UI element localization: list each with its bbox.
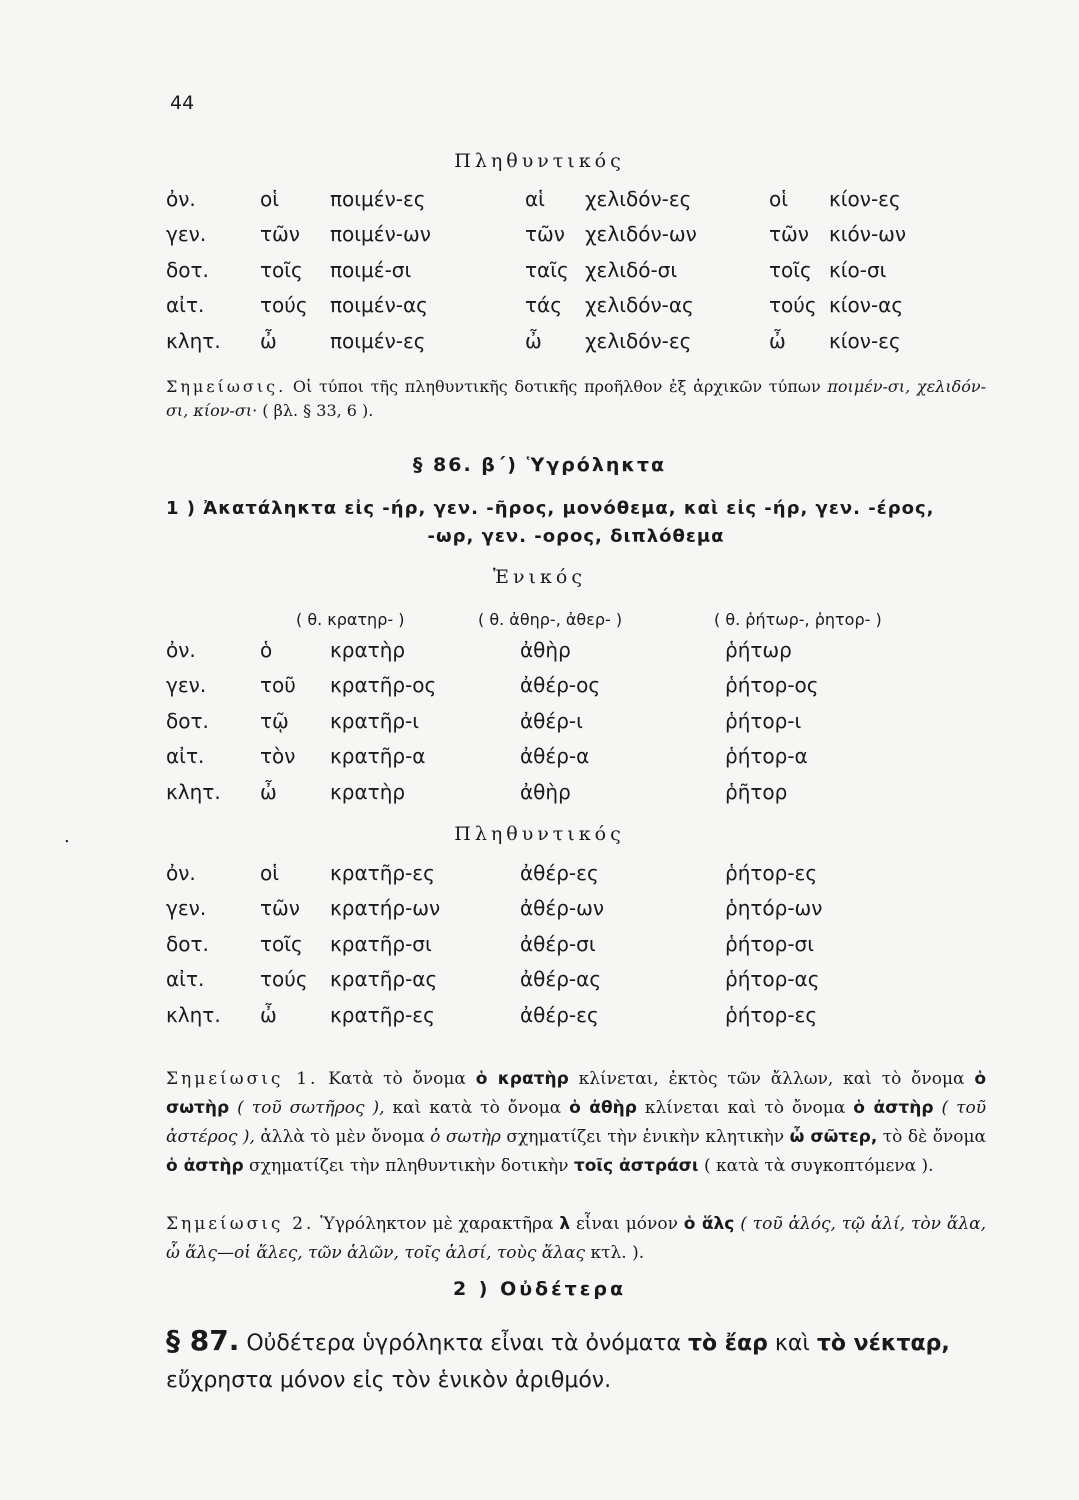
table-row <box>166 632 925 668</box>
table-cell: κρατῆρ-ος <box>330 673 437 698</box>
case-label: δοτ. <box>166 257 209 282</box>
declension-table-singular-2 <box>166 632 925 810</box>
table-cell: ῥητόρ-ων <box>725 896 823 921</box>
table-cell: τῶν <box>260 222 300 247</box>
table-cell: ὦ <box>769 328 786 353</box>
table-row <box>166 855 925 891</box>
table-row <box>166 891 925 927</box>
note-1-italic: ποιμέν-σι, χελιδόν-σι, κίον-σι· <box>166 377 987 420</box>
table-cell: οἱ <box>260 186 280 211</box>
table-cell: τοῖς <box>769 257 812 282</box>
table-cell: κρατὴρ <box>330 637 406 662</box>
table-cell: χελιδό-σι <box>585 257 678 282</box>
table-cell: κίον-ες <box>829 186 901 211</box>
table-cell: ποιμέ-σι <box>330 257 412 282</box>
table-cell: ἀθὴρ <box>520 779 571 804</box>
table-cell: ἀθέρ-α <box>520 744 590 769</box>
note-2-bold: ὦ σῶτερ, <box>789 1127 878 1147</box>
table-cell: κρατὴρ <box>330 779 406 804</box>
case-label: αἰτ. <box>166 744 205 769</box>
case-label: γεν. <box>166 222 207 247</box>
table-cell: τοῖς <box>260 257 303 282</box>
table-cell: ῥήτορ-σι <box>725 931 815 956</box>
table-cell: οἱ <box>769 186 789 211</box>
note-2-bold: ὁ ἀστὴρ <box>166 1156 244 1176</box>
table-cell: ῥήτορ-ι <box>725 708 802 733</box>
table-cell: κίο-σι <box>829 257 887 282</box>
table-cell: ὦ <box>525 328 542 353</box>
stem-3: ( θ. ῥήτωρ-, ῥητορ- ) <box>714 610 882 629</box>
note-2-italic: ( τοῦ σωτῆρος ), <box>237 1098 385 1118</box>
table-row <box>166 217 949 253</box>
note-3 <box>166 1210 986 1268</box>
table-cell: κρατῆρ-σι <box>330 931 432 956</box>
note-1-label: Σημείωσις. <box>166 377 287 396</box>
table-cell: τῶν <box>769 222 809 247</box>
note-3-text: Ὑγρόληκτον μὲ χαρακτῆρα <box>320 1214 554 1234</box>
subheading-1-line-2: -ωρ, γεν. -ορος, διπλόθεμα <box>427 526 725 547</box>
note-3-label: Σημείωσις 2. <box>166 1214 315 1234</box>
table-cell: κίον-ες <box>829 328 901 353</box>
table-cell: ἀθέρ-ας <box>520 967 602 992</box>
table-cell: ἀθέρ-ες <box>520 1002 599 1027</box>
note-3-text: εἶναι μόνον <box>575 1214 678 1234</box>
stem-2: ( θ. ἀθηρ-, ἀθερ- ) <box>478 610 623 629</box>
case-label: ὀν. <box>166 637 196 662</box>
case-label: ὀν. <box>166 186 196 211</box>
table-cell: ῥήτορ-ες <box>725 1002 818 1027</box>
table-cell: τῶν <box>260 896 300 921</box>
note-3-bold: ὁ ἅλς <box>683 1214 735 1234</box>
table-cell: ἀθὴρ <box>520 637 571 662</box>
table-cell: ἀθέρ-ων <box>520 896 605 921</box>
note-2-label: Σημείωσις 1. <box>166 1069 319 1089</box>
stem-1: ( θ. κρατηρ- ) <box>296 610 405 629</box>
table-row <box>166 288 949 324</box>
case-label: ὀν. <box>166 860 196 885</box>
table-cell: ποιμέν-ες <box>330 186 426 211</box>
table-cell: τάς <box>525 293 562 318</box>
table-row <box>166 323 949 359</box>
table-cell: ταῖς <box>525 257 569 282</box>
table-row <box>166 252 949 288</box>
note-2-text: καὶ κατὰ τὸ ὄνομα <box>392 1098 562 1118</box>
table-cell: ὁ <box>260 637 273 662</box>
table-cell: ποιμέν-ες <box>330 328 426 353</box>
table-cell: ἀθέρ-ι <box>520 708 583 733</box>
table-cell: ὦ <box>260 1002 277 1027</box>
note-3-text: κτλ. ). <box>590 1243 645 1263</box>
case-label: αἰτ. <box>166 967 205 992</box>
note-1 <box>166 375 986 423</box>
table-cell: κρατήρ-ων <box>330 896 441 921</box>
table-cell: ῥήτορ-α <box>725 744 808 769</box>
table-cell: ῥήτορ-ες <box>725 860 818 885</box>
note-3-bold: λ <box>559 1214 571 1234</box>
declension-table-plural-2 <box>166 855 925 1033</box>
table-row <box>166 668 925 704</box>
section-87-text: εὔχρηστα μόνον εἰς τὸν ἑνικὸν ἀριθμόν. <box>166 1368 612 1393</box>
section-87 <box>166 1322 986 1399</box>
plural-heading-2: Πληθυντικός <box>454 823 625 845</box>
table-cell: τῷ <box>260 708 289 733</box>
case-label: δοτ. <box>166 931 209 956</box>
table-cell: ὦ <box>260 779 277 804</box>
case-label: αἰτ. <box>166 293 205 318</box>
table-cell: χελιδόν-ων <box>585 222 697 247</box>
subheading-1-line-1: 1 ) Ἀκατάληκτα εἰς -ήρ, γεν. -ῆρος, μονόθεμα, καὶ εἰς -ήρ, γεν. -έρος, <box>166 498 935 519</box>
table-cell: χελιδόν-ες <box>585 328 692 353</box>
table-cell: κρατῆρ-ι <box>330 708 420 733</box>
table-cell: κιόν-ων <box>829 222 907 247</box>
table-row <box>166 774 925 810</box>
section-87-bold: τὸ ἔαρ <box>687 1331 768 1356</box>
note-2-text: κλίνεται, ἐκτὸς τῶν ἄλλων, καὶ τὸ ὄνομα <box>578 1069 965 1089</box>
table-cell: ἀθέρ-σι <box>520 931 596 956</box>
singular-heading: Ἑνικός <box>493 566 586 588</box>
table-cell: τοῦ <box>260 673 296 698</box>
table-cell: ὦ <box>260 328 277 353</box>
section-87-bold: τὸ νέκταρ, <box>816 1331 950 1356</box>
table-cell: τὸν <box>260 744 296 769</box>
table-cell: τῶν <box>525 222 565 247</box>
note-2-text: ἀλλὰ τὸ μὲν ὄνομα <box>260 1127 425 1147</box>
table-cell: χελιδόν-ας <box>585 293 694 318</box>
table-cell: τοῖς <box>260 931 303 956</box>
note-2-italic: ( τοῦ ἀστέρος ), <box>166 1098 987 1147</box>
note-2-text: σχηματίζει τὴν ἑνικὴν κλητικὴν <box>506 1127 785 1147</box>
table-cell: τούς <box>260 293 308 318</box>
declension-table-plural-1 <box>166 181 949 359</box>
table-cell: κρατῆρ-ες <box>330 1002 435 1027</box>
note-2-bold: τοῖς ἀστράσι <box>573 1156 699 1176</box>
table-cell: κρατῆρ-ες <box>330 860 435 885</box>
table-cell: αἱ <box>525 186 545 211</box>
table-cell: ἀθέρ-ος <box>520 673 601 698</box>
subheading-2: 2 ) Οὐδέτερα <box>452 1278 627 1300</box>
table-cell: τούς <box>769 293 817 318</box>
section-87-text: καὶ <box>774 1331 810 1356</box>
note-2-text: σχηματίζει τὴν πληθυντικὴν δοτικὴν <box>249 1156 569 1176</box>
table-cell: ῥήτωρ <box>725 637 792 662</box>
table-cell: ῥήτορ-ας <box>725 967 820 992</box>
section-87-text: Οὐδέτερα ὑγρόληκτα εἶναι τὰ ὀνόματα <box>246 1331 681 1356</box>
note-2-text: Κατὰ τὸ ὄνομα <box>328 1069 466 1089</box>
section-86-heading: § 86. β΄) Ὑγρόληκτα <box>412 454 667 476</box>
table-cell: οἱ <box>260 860 280 885</box>
note-2-text: ( κατὰ τὰ συγκοπτόμενα ). <box>703 1156 934 1176</box>
case-label: γεν. <box>166 896 207 921</box>
plural-heading-1: Πληθυντικός <box>454 150 625 172</box>
table-cell: κρατῆρ-ας <box>330 967 438 992</box>
table-row <box>166 926 925 962</box>
table-cell: ποιμέν-ας <box>330 293 428 318</box>
table-row <box>166 962 925 998</box>
table-row <box>166 703 925 739</box>
case-label: κλητ. <box>166 1002 221 1027</box>
table-cell: ῥήτορ-ος <box>725 673 819 698</box>
table-cell: κρατῆρ-α <box>330 744 426 769</box>
note-2-bold: ὁ σωτὴρ <box>166 1069 986 1118</box>
note-2-bold: ὁ ἀστὴρ <box>853 1098 934 1118</box>
case-label: δοτ. <box>166 708 209 733</box>
case-label: κλητ. <box>166 328 221 353</box>
table-cell: χελιδόν-ες <box>585 186 692 211</box>
table-cell: ποιμέν-ων <box>330 222 431 247</box>
note-1-text-b: ( βλ. § 33, 6 ). <box>262 401 374 420</box>
case-label: κλητ. <box>166 779 221 804</box>
note-2-italic: ὁ σωτὴρ <box>430 1127 501 1147</box>
page-number: 44 <box>170 92 195 114</box>
section-87-number: § 87. <box>166 1324 240 1357</box>
note-1-text-a: Οἱ τύποι τῆς πληθυντικῆς δοτικῆς προῆλθον ἐξ ἀρχικῶν τύπων <box>292 377 821 396</box>
table-row <box>166 997 925 1033</box>
table-row <box>166 739 925 775</box>
note-3-italic: ( τοῦ ἁλός, τῷ ἁλί, τὸν ἅλα, ὦ ἅλς—οἱ ἅλες, τῶν ἁλῶν, τοῖς ἁλσί, τοὺς ἅλας <box>166 1214 986 1263</box>
table-cell: ῥῆτορ <box>725 779 788 804</box>
note-2-bold: ὁ ἀθὴρ <box>569 1098 637 1118</box>
note-2-bold: ὁ κρατὴρ <box>475 1069 569 1089</box>
table-cell: τούς <box>260 967 308 992</box>
table-row <box>166 181 949 217</box>
case-label: γεν. <box>166 673 207 698</box>
note-2-text: κλίνεται καὶ τὸ ὄνομα <box>644 1098 846 1118</box>
table-cell: κίον-ας <box>829 293 904 318</box>
margin-mark: . <box>64 826 70 847</box>
table-cell: ἀθέρ-ες <box>520 860 599 885</box>
note-2 <box>166 1065 986 1181</box>
note-2-text: τὸ δὲ ὄνομα <box>882 1127 987 1147</box>
